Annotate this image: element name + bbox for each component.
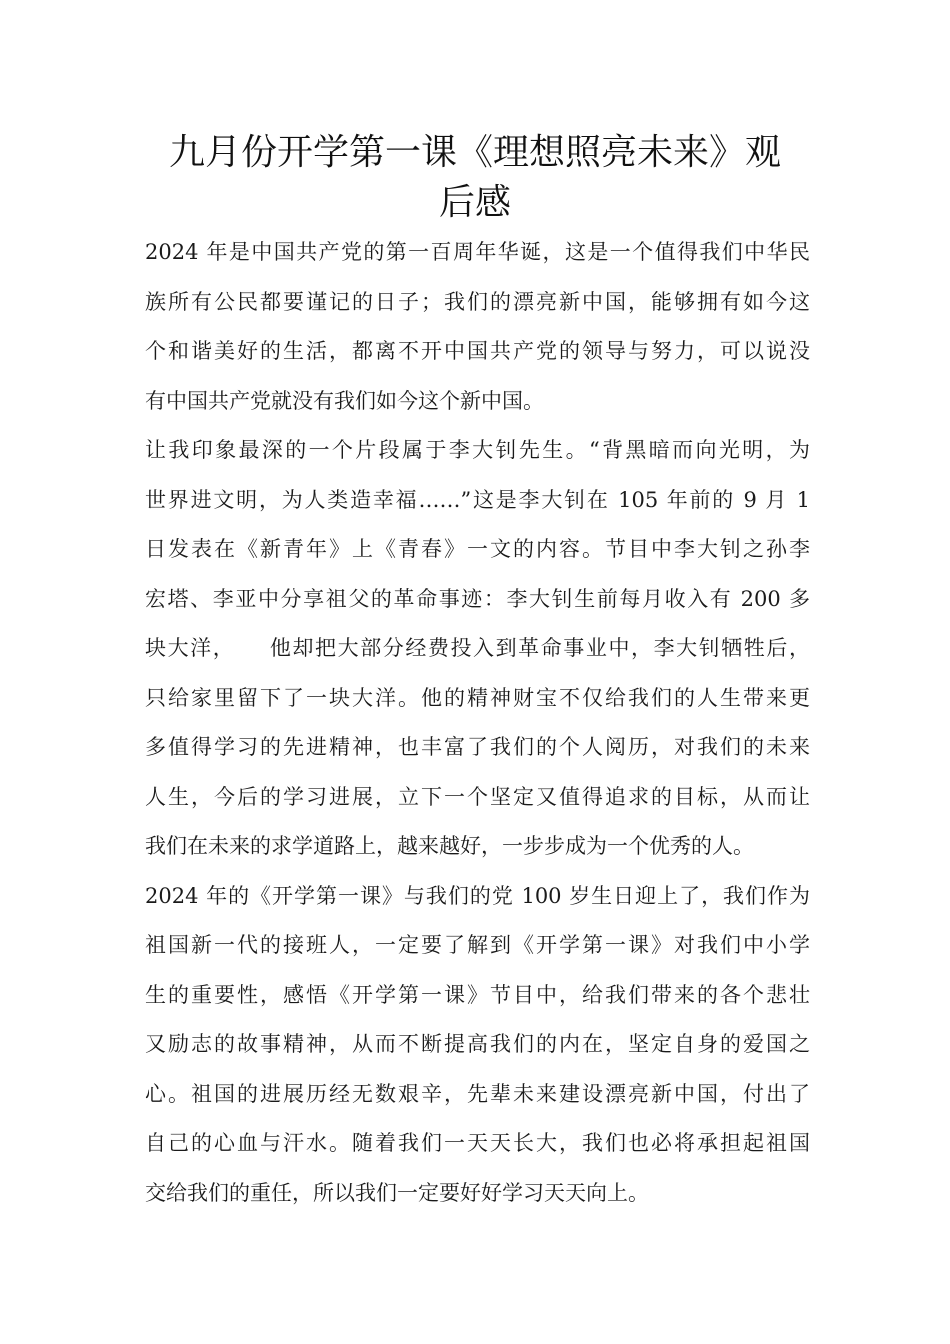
- text-line: 让我印象最深的一个片段属于李大钊先生。“背黑暗而向光明，为: [145, 438, 810, 462]
- text-line: 2024 年的《开学第一课》与我们的党 100 岁生日迎上了，我们作为: [145, 883, 810, 908]
- text-line: 自己的心血与汗水。随着我们一天天长大，我们也必将承担起祖国: [145, 1131, 810, 1155]
- paragraph-1: [145, 228, 810, 426]
- text-line: 我们在未来的求学道路上，越来越好，一步步成为一个优秀的人。: [145, 834, 754, 858]
- text-line: 生的重要性，感悟《开学第一课》节目中，给我们带来的各个悲壮: [145, 982, 810, 1007]
- title-line: 后感: [438, 181, 511, 223]
- text-line: 2024 年是中国共产党的第一百周年华诞，这是一个值得我们中华民: [145, 240, 810, 264]
- text-line: 祖国新一代的接班人，一定要了解到《开学第一课》对我们中小学: [145, 933, 810, 957]
- document-title: [130, 128, 820, 227]
- text-line: 心。祖国的进展历经无数艰辛，先辈未来建设漂亮新中国，付出了: [145, 1081, 810, 1106]
- paragraph-2: [145, 426, 810, 872]
- text-line: 有中国共产党就没有我们如今这个新中国。: [145, 388, 544, 413]
- title-line: 九月份开学第一课《理想照亮未来》观: [168, 132, 781, 173]
- text-line: 宏塔、李亚中分享祖父的革命事迹：李大钊生前每月收入有 200 多: [145, 586, 810, 611]
- text-line: 族所有公民都要谨记的日子；我们的漂亮新中国，能够拥有如今这: [145, 289, 810, 314]
- text-line: 又励志的故事精神，从而不断提高我们的内在，坚定自身的爱国之: [145, 1032, 810, 1056]
- text-line: 块大洋， 他却把大部分经费投入到革命事业中，李大钊牺牲后，: [145, 636, 810, 660]
- text-line: 交给我们的重任，所以我们一定要好好学习天天向上。: [145, 1180, 649, 1205]
- text-line: 日发表在《新青年》上《青春》一文的内容。节目中李大钊之孙李: [145, 537, 810, 561]
- paragraph-3: [145, 872, 810, 1219]
- text-line: 多值得学习的先进精神，也丰富了我们的个人阅历，对我们的未来: [145, 735, 810, 759]
- text-line: 个和谐美好的生活，都离不开中国共产党的领导与努力，可以说没: [145, 339, 810, 363]
- text-line: 世界进文明，为人类造幸福……”这是李大钊在 105 年前的 9 月 1: [145, 487, 810, 512]
- document-body: [145, 228, 810, 1218]
- text-line: 人生，今后的学习进展，立下一个坚定又值得追求的目标，从而让: [145, 784, 810, 809]
- text-line: 只给家里留下了一块大洋。他的精神财宝不仅给我们的人生带来更: [145, 685, 810, 710]
